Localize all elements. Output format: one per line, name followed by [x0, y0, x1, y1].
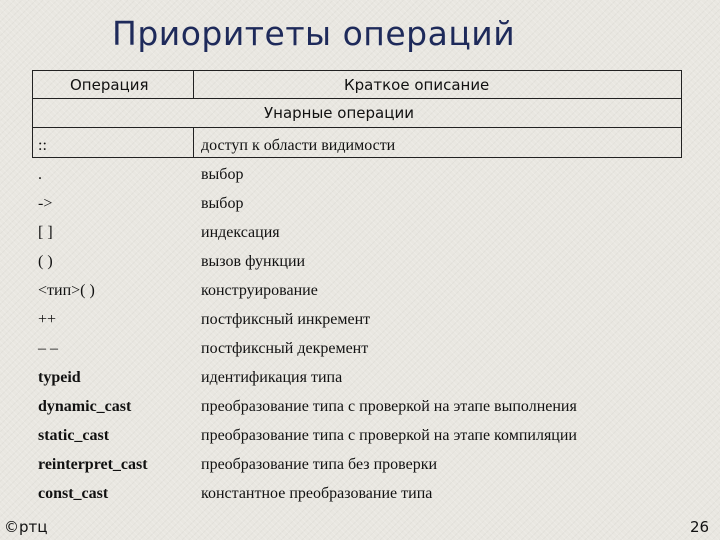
table-row	[32, 218, 682, 247]
operation-cell: – –	[38, 340, 58, 357]
operation-cell: static_cast	[38, 427, 110, 444]
operation-cell: reinterpret_cast	[38, 456, 148, 473]
operation-cell: const_cast	[38, 485, 109, 502]
operation-cell: .	[38, 166, 42, 183]
description-cell: преобразование типа с проверкой на этапе выполнения	[201, 398, 577, 415]
table-row	[32, 131, 682, 160]
description-cell: константное преобразование типа	[201, 485, 433, 502]
page-number: 26	[690, 518, 710, 536]
header-separator	[193, 70, 194, 98]
description-cell: выбор	[201, 195, 244, 212]
table-row	[32, 392, 682, 421]
header-bottom-border	[32, 98, 682, 99]
column-header-operation: Операция	[70, 76, 149, 94]
table-row	[32, 421, 682, 450]
description-cell: вызов функции	[201, 253, 306, 270]
table-row	[32, 479, 682, 508]
group-bottom-border	[32, 127, 682, 128]
slide-title: Приоритеты операций	[112, 14, 516, 53]
table-top-border	[32, 70, 682, 71]
table-row	[32, 305, 682, 334]
operation-cell: ++	[38, 311, 57, 328]
operations-table	[32, 70, 682, 530]
description-cell: преобразование типа без проверки	[201, 456, 438, 473]
table-row	[32, 189, 682, 218]
description-cell: постфиксный инкремент	[201, 311, 371, 328]
table-row	[32, 276, 682, 305]
table-row	[32, 363, 682, 392]
operation-cell: dynamic_cast	[38, 398, 132, 415]
table-row	[32, 160, 682, 189]
table-row	[32, 450, 682, 479]
description-cell: конструирование	[201, 282, 318, 299]
operation-cell: typeid	[38, 369, 81, 386]
description-cell: постфиксный декремент	[201, 340, 369, 357]
group-title-unary: Унарные операции	[264, 104, 414, 122]
description-cell: преобразование типа с проверкой на этапе компиляции	[201, 427, 577, 444]
table-row	[32, 247, 682, 276]
description-cell: выбор	[201, 166, 244, 183]
operation-cell: ( )	[38, 253, 53, 270]
operation-cell: <тип>( )	[38, 282, 95, 299]
copyright-mark: ©ртц	[4, 518, 48, 536]
description-cell: доступ к области видимости	[201, 137, 396, 154]
column-header-description: Краткое описание	[344, 76, 490, 94]
operation-cell: ::	[38, 137, 47, 154]
operation-cell: ->	[38, 195, 53, 212]
description-cell: идентификация типа	[201, 369, 343, 386]
description-cell: индексация	[201, 224, 280, 241]
operation-cell: [ ]	[38, 224, 53, 241]
table-row	[32, 334, 682, 363]
